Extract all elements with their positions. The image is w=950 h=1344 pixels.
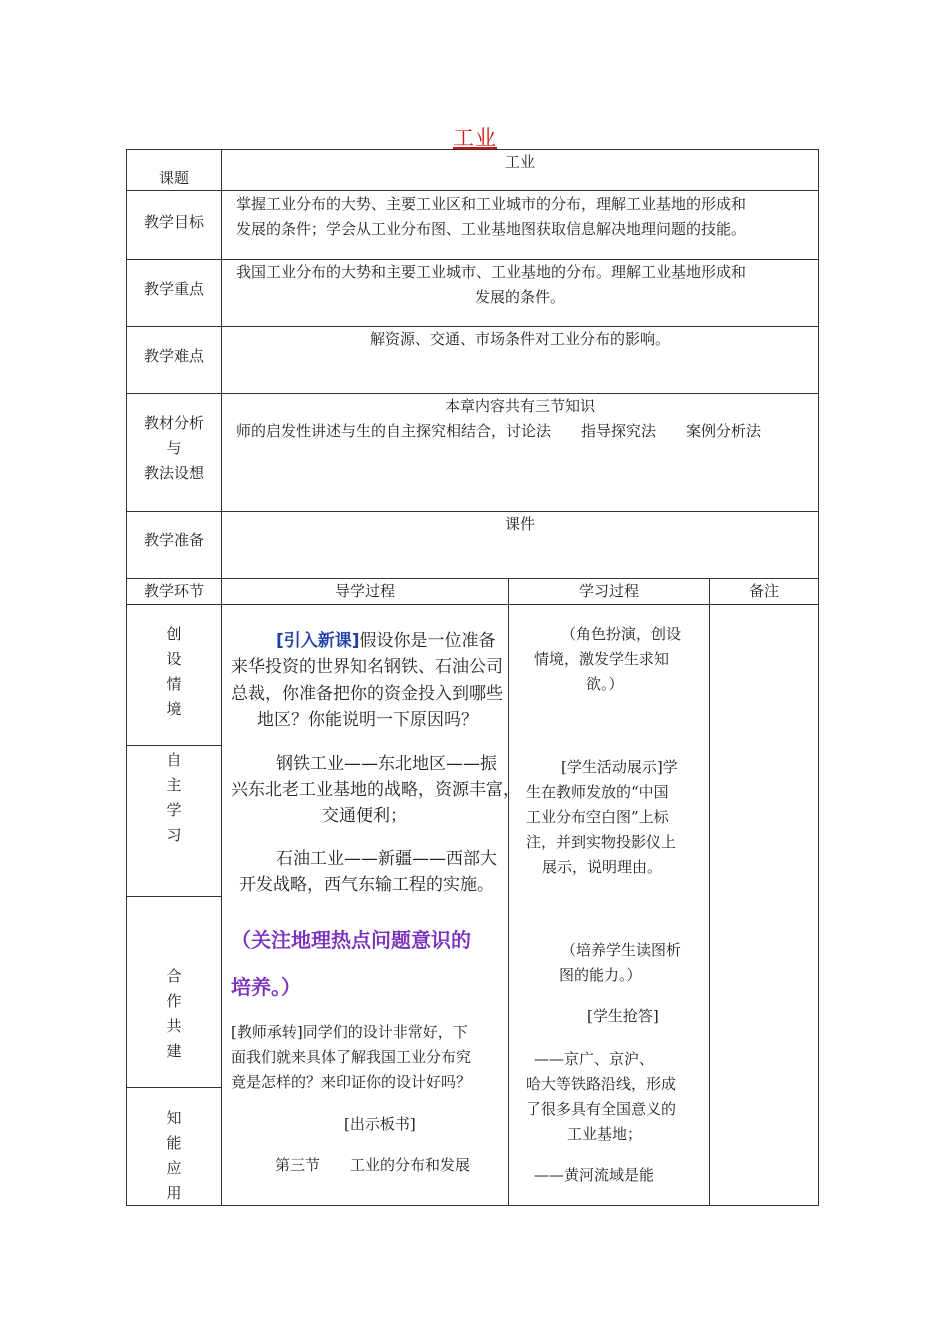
stage-char: 用 [166,1184,182,1202]
stage-char: 创 [166,625,182,643]
stage-char: 学 [166,801,182,819]
stage-char: 应 [166,1159,182,1177]
stage-divider [126,745,222,746]
analysis-label-3: 教法设想 [143,464,204,482]
stage-divider [126,896,222,897]
header-stage: 教学环节 [143,582,204,600]
stage-self-study [126,748,222,848]
stage-char: 合 [166,967,182,985]
prep-label: 教学准备 [143,531,204,549]
stage-char: 主 [166,776,182,794]
learn-role-line-1: （角色扮演，创设 [561,625,682,643]
learn-activity-line-1: [学生活动展示]学 [561,758,678,776]
guide-steel-line-1: 钢铁工业——东北地区——振 [276,754,497,774]
stage-char: 建 [166,1042,182,1060]
goals-line-2: 发展的条件；学会从工业分布图、工业基地图获取信息解决地理问题的技能。 [236,220,747,238]
learn-activity-line-5: 展示，说明理由。 [542,858,663,876]
prep-value: 课件 [504,515,535,533]
difficulties-label: 教学难点 [143,347,204,365]
stage-char: 境 [166,700,182,718]
stage-cooperation [126,964,222,1064]
guide-board: [出示板书] [344,1115,416,1133]
guide-oil-line-2: 开发战略，西气东输工程的实施。 [239,875,494,895]
key-points-line-1: 我国工业分布的大势和主要工业城市、工业基地的分布。理解工业基地形成和 [236,263,747,281]
guide-steel-line-3: 交通便利； [322,806,407,826]
guide-intro-line-2: 来华投资的世界知名钢铁、石油公司 [231,657,503,677]
stage-application [126,1106,222,1206]
key-points-line-2: 发展的条件。 [474,288,565,306]
difficulties-value: 解资源、交通、市场条件对工业分布的影响。 [369,330,670,348]
learn-rail-line-2: 哈大等铁路沿线，形成 [526,1075,677,1093]
header-note: 备注 [748,582,779,600]
learn-role-line-3: 欲。） [586,675,624,693]
guide-turn-line-1: [教师承转]同学们的设计非常好，下 [231,1023,468,1041]
stage-char: 知 [166,1109,182,1127]
learn-activity-line-3: 工业分布空白图”上标 [526,808,669,826]
stage-divider [126,1087,222,1088]
guide-section: 第三节 工业的分布和发展 [275,1156,471,1174]
guide-oil-line-1: 石油工业——新疆——西部大 [276,849,497,869]
analysis-label-1: 教材分析 [143,414,204,432]
stage-create-scene [126,622,222,722]
guide-hot-line-2: 培养。） [231,975,301,999]
header-learn: 学习过程 [578,582,639,600]
stage-char: 共 [166,1017,182,1035]
goals-label: 教学目标 [143,213,204,231]
analysis-line-2: 师的启发性讲述与生的自主探究相结合，讨论法 指导探究法 案例分析法 [236,422,762,440]
intro-text: 假设你是一位准备 [359,631,496,651]
guide-intro-line-3: 总裁，你准备把你的资金投入到哪些 [231,684,503,704]
learn-map-line-2: 图的能力。） [559,966,642,984]
guide-steel-line-2: 兴东北老工业基地的战略，资源丰富， [231,780,520,800]
learn-activity-line-4: 注，并到实物投影仪上 [526,833,677,851]
header-guide: 导学过程 [334,582,395,600]
note-column [709,604,819,1206]
learn-river-line-1: ——黄河流域是能 [534,1166,655,1184]
topic-label: 课题 [158,169,189,187]
topic-value: 工业 [504,153,535,171]
guide-intro-line-4: 地区？你能说明一下原因吗？ [257,710,478,730]
stage-char: 情 [166,675,182,693]
stage-char: 自 [166,751,182,769]
guide-hot-line-1: （关注地理热点问题意识的 [231,928,471,952]
guide-turn-line-3: 竟是怎样的？来印证你的设计好吗？ [231,1073,472,1091]
stage-char: 作 [166,992,182,1010]
stage-char: 习 [166,826,182,844]
guide-intro-line-1 [276,628,496,654]
learn-answer: [学生抢答] [587,1007,659,1025]
learn-activity-line-2: 生在教师发放的“中国 [526,783,669,801]
learn-rail-line-4: 工业基地； [567,1125,643,1143]
guide-turn-line-2: 面我们就来具体了解我国工业分布究 [231,1048,472,1066]
key-points-label: 教学重点 [143,280,204,298]
goals-line-1: 掌握工业分布的大势、主要工业区和工业城市的分布，理解工业基地的形成和 [236,195,747,213]
analysis-line-1: 本章内容共有三节知识 [444,397,595,415]
learn-rail-line-3: 了很多具有全国意义的 [526,1100,677,1118]
stage-char: 设 [166,650,182,668]
learn-rail-line-1: ——京广、京沪、 [534,1050,655,1068]
page-title: 工业 [453,126,497,150]
learn-role-line-2: 情境，激发学生求知 [534,650,670,668]
intro-tag: [引入新课] [276,631,360,651]
stage-char: 能 [166,1134,182,1152]
learn-map-line-1: （培养学生读图析 [561,941,682,959]
analysis-label-2: 与 [166,439,182,457]
